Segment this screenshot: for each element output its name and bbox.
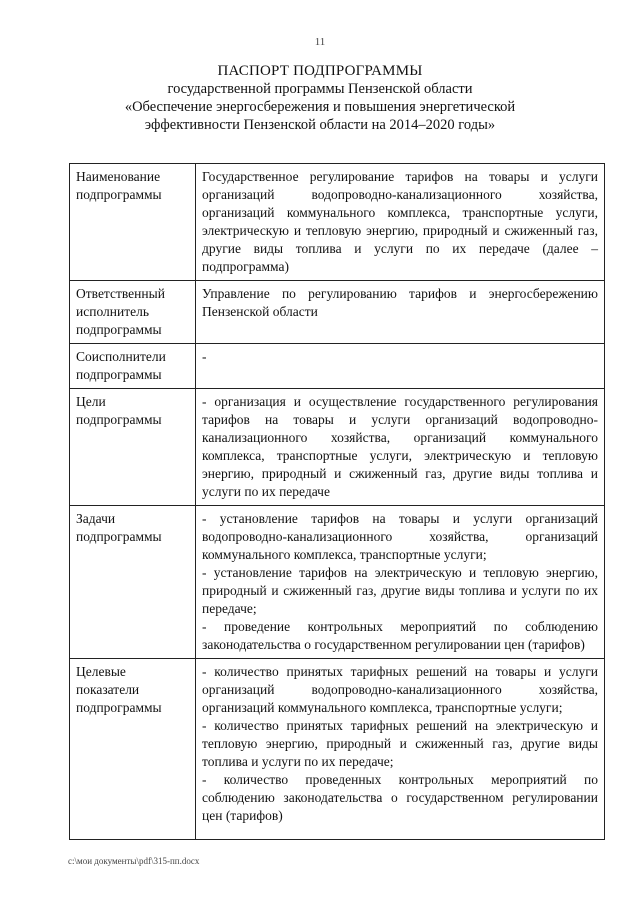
table-row [70, 164, 605, 281]
row-content [196, 506, 605, 659]
row-content [196, 659, 605, 840]
table-row [70, 344, 605, 389]
row-paragraph: - количество принятых тарифных решений на товары и услуги организаций водопроводно-канализационного хозяйства, организаций коммунального комплекса, транспортные услуги; [202, 664, 598, 715]
row-label: Наименование подпрограммы [70, 164, 196, 281]
row-content [196, 344, 605, 389]
row-label: Ответственный исполнитель подпрограммы [70, 281, 196, 344]
footer-file-path: c:\мои документы\pdf\315-пп.docx [68, 856, 200, 866]
title-line-2: государственной программы Пензенской области [167, 81, 473, 97]
page-number: 11 [314, 36, 326, 48]
row-content [196, 164, 605, 281]
row-label: Целевые показатели подпрограммы [70, 659, 196, 840]
passport-table [69, 163, 605, 840]
title-line-1: ПАСПОРТ ПОДПРОГРАММЫ [217, 63, 423, 79]
row-paragraph: - [202, 349, 207, 364]
row-paragraph: - проведение контрольных мероприятий по соблюдению законодательства о государственном регулировании цен (тарифов) [202, 619, 598, 652]
table-row [70, 281, 605, 344]
row-paragraph: - установление тарифов на электрическую и тепловую энергию, природный и сжиженный газ, другие виды топлива и услуги по их передаче; [202, 565, 598, 616]
row-label: Соисполнители подпрограммы [70, 344, 196, 389]
row-label: Задачи подпрограммы [70, 506, 196, 659]
row-paragraph: - установление тарифов на товары и услуги организаций водопроводно-канализационного хозяйства, организаций коммунального комплекса, транспортные услуги; [202, 511, 598, 562]
row-paragraph: - количество проведенных контрольных мероприятий по соблюдению законодательства о государственном регулировании цен (тарифов) [202, 772, 598, 823]
row-content [196, 281, 605, 344]
row-paragraph: Управление по регулированию тарифов и энергосбережению Пензенской области [202, 286, 598, 319]
table-row [70, 506, 605, 659]
row-paragraph: - количество принятых тарифных решений на электрическую и тепловую энергию, природный и сжиженный газ, другие виды топлива и услуги по их передаче; [202, 718, 598, 769]
row-content [196, 389, 605, 506]
title-line-3: «Обеспечение энергосбережения и повышения энергетической [124, 99, 516, 115]
title-line-4: эффективности Пензенской области на 2014–2020 годы» [144, 117, 496, 133]
table-row [70, 659, 605, 840]
row-paragraph: - организация и осуществление государственного регулирования тарифов на товары и услуги организаций водопроводно-канализационного хозяйства, организаций коммунального комплекса, транспортные услуги, электрическую и тепловую энергию, природный и сжиженный газ, другие виды топлива и услуги по их передаче [202, 394, 598, 499]
row-label: Цели подпрограммы [70, 389, 196, 506]
document-title [60, 62, 580, 134]
table-row [70, 389, 605, 506]
row-paragraph: Государственное регулирование тарифов на товары и услуги организаций водопроводно-канализационного хозяйства, организаций коммунального комплекса, транспортные услуги, электрическую и тепловую энергию, природный и сжиженный газ, другие виды топлива и услуги по их передаче (далее – подпрограмма) [202, 169, 598, 274]
